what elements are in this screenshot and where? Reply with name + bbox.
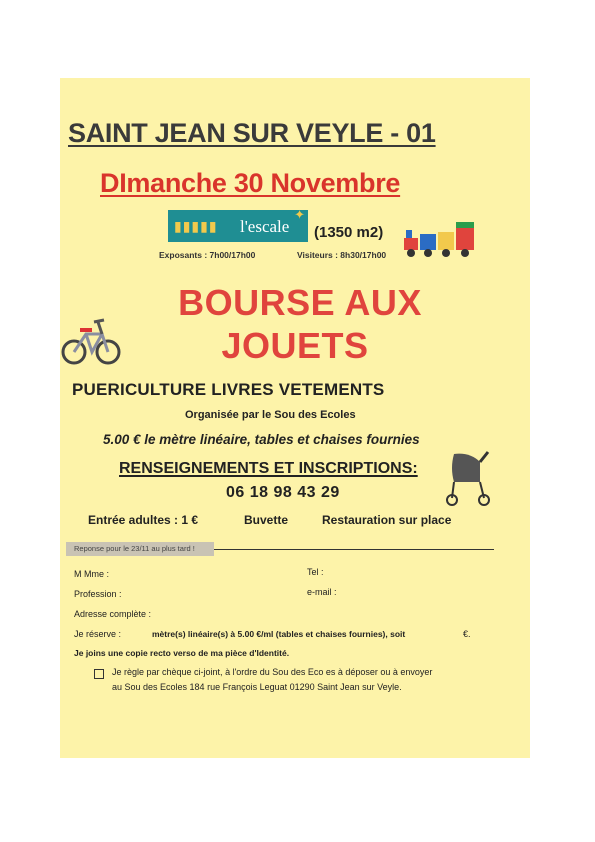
separator-line bbox=[214, 549, 494, 550]
venue-area: (1350 m2) bbox=[314, 224, 384, 241]
categories-line: PUERICULTURE LIVRES VETEMENTS bbox=[72, 380, 385, 399]
address-label: Adresse complète : bbox=[74, 609, 152, 619]
reserve-text: mètre(s) linéaire(s) à 5.00 €/ml (tables et chaises fournies), soit bbox=[152, 629, 406, 639]
visitors-hours: Visiteurs : 8h30/17h00 bbox=[297, 250, 387, 260]
date-title: DImanche 30 Novembre bbox=[100, 168, 401, 198]
buvette-label: Buvette bbox=[244, 513, 289, 527]
people-figures-icon: ▮▮▮▮▮ bbox=[174, 218, 218, 234]
catering-label: Restauration sur place bbox=[322, 513, 452, 527]
email-label: e-mail : bbox=[307, 587, 337, 597]
exhibitors-hours: Exposants : 7h00/17h00 bbox=[159, 250, 256, 260]
cheque-line1: Je règle par chèque ci-joint, à l'ordre du Sou des Eco es à déposer ou à envoyer bbox=[112, 667, 433, 677]
bicycle-icon bbox=[60, 312, 122, 366]
stroller-icon bbox=[446, 448, 492, 508]
venue-logo bbox=[168, 207, 308, 242]
toy-train-icon bbox=[402, 218, 478, 262]
star-icon: ✦ bbox=[294, 207, 305, 222]
venue-logo-text: l'escale bbox=[240, 217, 290, 236]
info-heading: RENSEIGNEMENTS ET INSCRIPTIONS: bbox=[119, 460, 418, 477]
organizer-line: Organisée par le Sou des Ecoles bbox=[185, 409, 356, 421]
reserve-label: Je réserve : bbox=[74, 629, 122, 639]
phone-number: 06 18 98 43 29 bbox=[226, 484, 340, 501]
reserve-currency: €. bbox=[463, 629, 471, 639]
location-title: SAINT JEAN SUR VEYLE - 01 bbox=[68, 118, 436, 148]
deadline-tag: Reponse pour le 23/11 au plus tard ! bbox=[66, 542, 214, 556]
id-note: Je joins une copie recto verso de ma pièce d'Identité. bbox=[74, 648, 290, 658]
event-title-line2: JOUETS bbox=[221, 325, 369, 366]
entry-fee: Entrée adultes : 1 € bbox=[88, 513, 199, 527]
tel-label: Tel : bbox=[307, 567, 324, 577]
name-label: M Mme : bbox=[74, 569, 109, 579]
cheque-checkbox[interactable] bbox=[94, 669, 104, 679]
price-line: 5.00 € le mètre linéaire, tables et chaises fournies bbox=[103, 432, 420, 447]
cheque-line2: au Sou des Ecoles 184 rue François Leguat 01290 Saint Jean sur Veyle. bbox=[112, 682, 402, 692]
event-title-line1: BOURSE AUX bbox=[178, 282, 422, 323]
profession-label: Profession : bbox=[74, 589, 122, 599]
